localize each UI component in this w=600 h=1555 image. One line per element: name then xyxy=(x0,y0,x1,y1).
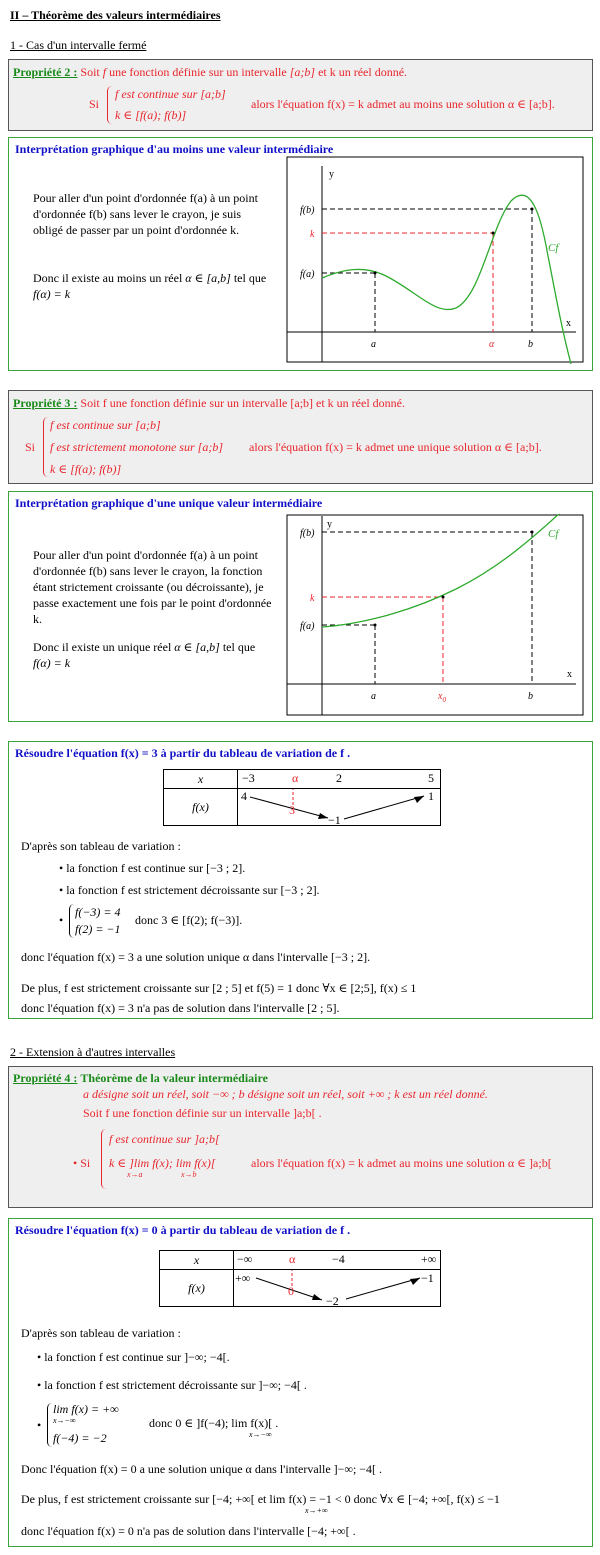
graph-2-cf-label: Cf xyxy=(548,528,559,540)
exercise-2-x-val-3: +∞ xyxy=(421,1252,437,1266)
graph-1-k-label: k xyxy=(310,229,315,240)
interpretation-2-p2: Donc il existe un unique réel α ∈ [a,b] tel que f(α) = k xyxy=(33,640,256,670)
exercise-1-brace xyxy=(69,904,74,938)
graph-1-point-a xyxy=(374,272,377,275)
exercise-1-f-val-3: 1 xyxy=(428,789,434,803)
exercise-1-box: Résoudre l'équation f(x) = 3 à partir du tableau de variation de f . x −3 α 2 5 f(x) 4 3 −1 1 D'après son tableau de variation : • la fonction f est continue sur [−3 ; 2]. • la fonction f est strictement décroissante sur [−3 ; 2]. • f(−3) = 4 f(2) = −1 donc 3 ∈ [f(2); f(−3)]. donc l'équation f(x) = 3 a une solution unique α dans l'intervalle [−3 ; 2]. De plus, f est strictement croissante sur [2 ; 5] et f(5) = 1 donc ∀x ∈ [2;5], f(x) ≤ 1 donc l'équation f(x) = 3 n'a pas de solution dans l'intervalle [2 ; 5]. xyxy=(8,741,593,1019)
property-2-text1: Soit xyxy=(80,65,100,79)
graph-1-y-label: y xyxy=(329,169,334,180)
graph-1-cf-label: Cf xyxy=(548,242,559,254)
property-2-cond2: k ∈ [f(a); f(b)] xyxy=(115,108,187,122)
exercise-2-bullet-3-line-1: lim f(x) = +∞ xyxy=(53,1402,119,1416)
interpretation-2-title: Interprétation graphique d'une unique valeur intermédiaire xyxy=(15,496,323,510)
graph-1-alpha-label: α xyxy=(489,339,495,350)
exercise-2-x-val-2: −4 xyxy=(332,1252,345,1266)
graph-1-x-label: x xyxy=(566,318,571,329)
exercise-2-conclusion-2: De plus, f est strictement croissante sur [−4; +∞[ et lim f(x) = −1 < 0 donc ∀x ∈ [−4; +∞[, f(x) ≤ −1 xyxy=(21,1492,500,1506)
graph-2-a-label: a xyxy=(371,691,376,702)
exercise-1-bullet-3-line-2: f(2) = −1 xyxy=(75,922,121,936)
property-3-label: Propriété 3 : xyxy=(13,396,78,410)
property-3-cond1: f est continue sur [a;b] xyxy=(50,418,161,432)
property-3-brace xyxy=(43,417,48,477)
graph-1-frame xyxy=(287,157,583,362)
graph-2-x-label: x xyxy=(567,669,572,680)
graph-1-a-label: a xyxy=(371,339,376,350)
exercise-1-x-val-1: α xyxy=(292,771,299,785)
exercise-2-arrow-up xyxy=(346,1278,420,1299)
exercise-2-conclusion-3: donc l'équation f(x) = 0 n'a pas de solution dans l'intervalle [−4; +∞[ . xyxy=(21,1524,356,1538)
interpretation-1-box xyxy=(8,137,593,371)
exercise-2-x-val-0: −∞ xyxy=(237,1252,253,1266)
property-2-conclusion: alors l'équation f(x) = k admet au moins une solution α ∈ [a;b]. xyxy=(251,97,555,111)
property-3-text1: Soit f une fonction définie sur un intervalle [a;b] et k un réel donné. xyxy=(80,396,405,410)
graph-1 xyxy=(286,156,586,366)
exercise-2-bullet-1: • la fonction f est continue sur ]−∞; −4[. xyxy=(37,1350,230,1364)
property-4-brace xyxy=(101,1129,106,1189)
exercise-2-bullet-2: • la fonction f est strictement décroissante sur ]−∞; −4[ . xyxy=(37,1378,307,1392)
property-4-si: • Si xyxy=(73,1156,91,1170)
property-4-sub-a: x→a xyxy=(127,1170,143,1179)
graph-2-point-b xyxy=(531,531,534,534)
graph-2-y-label: y xyxy=(327,519,332,530)
exercise-2-f-val-3: −1 xyxy=(421,1271,434,1285)
exercise-2-title: Résoudre l'équation f(x) = 0 à partir du tableau de variation de f . xyxy=(15,1223,351,1237)
exercise-2-f-label: f(x) xyxy=(160,1270,234,1307)
exercise-1-x-val-3: 5 xyxy=(428,771,434,785)
exercise-1-f-val-1: 3 xyxy=(289,803,295,817)
property-2-si: Si xyxy=(89,97,100,111)
exercise-1-arrow-up xyxy=(344,796,424,819)
exercise-2-brace xyxy=(47,1403,52,1447)
property-4-sub-b: x→b xyxy=(181,1170,197,1179)
exercise-1-f-label: f(x) xyxy=(164,789,238,826)
interpretation-1-p1: Pour aller d'un point d'ordonnée f(a) à un point d'ordonnée f(b) sans lever le crayon, je suis obligé de passer par un point d'ordonnée k. xyxy=(33,191,258,237)
property-2-text3: et k un réel donné. xyxy=(318,65,408,79)
graph-2-b-label: b xyxy=(528,691,533,702)
exercise-1-bullet-1: • la fonction f est continue sur [−3 ; 2]. xyxy=(59,861,246,875)
exercise-1-conclusion-2: De plus, f est strictement croissante sur [2 ; 5] et f(5) = 1 donc ∀x ∈ [2;5], f(x) ≤ 1 xyxy=(21,981,417,995)
exercise-1-x-label: x xyxy=(164,770,238,789)
property-2-box xyxy=(8,59,593,131)
section-title: II – Théorème des valeurs intermédiaires xyxy=(10,8,221,22)
exercise-1-variation-table xyxy=(163,769,441,826)
property-4-label: Propriété 4 : xyxy=(13,1071,78,1085)
exercise-1-bullet-3-line-1: f(−3) = 4 xyxy=(75,905,121,919)
graph-1-point-alpha xyxy=(492,232,495,235)
exercise-1-bullet-3-tail: donc 3 ∈ [f(2); f(−3)]. xyxy=(135,913,243,927)
property-2-label: Propriété 2 : xyxy=(13,65,78,79)
subsection-2-title: 2 - Extension à d'autres intervalles xyxy=(10,1045,176,1059)
graph-1-fa-label: f(a) xyxy=(300,269,315,280)
property-4-conclusion: alors l'équation f(x) = k admet au moins une solution α ∈ ]a;b[ xyxy=(251,1156,552,1170)
exercise-1-f-val-2: −1 xyxy=(328,813,341,827)
graph-2-fb-label: f(b) xyxy=(300,528,315,539)
exercise-2-conclusion-2-sub: x→+∞ xyxy=(305,1506,328,1515)
exercise-2-bullet-3-line-1-sub: x→−∞ xyxy=(53,1416,76,1425)
property-2-brace xyxy=(107,86,112,124)
graph-2-point-x0 xyxy=(442,596,445,599)
property-4-cond1: f est continue sur ]a;b[ xyxy=(109,1132,220,1146)
exercise-1-bullet-2: • la fonction f est strictement décroissante sur [−3 ; 2]. xyxy=(59,883,320,897)
exercise-2-f-val-2: −2 xyxy=(326,1294,339,1308)
graph-1-fb-label: f(b) xyxy=(300,205,315,216)
exercise-2-bullet-3-line-2: f(−4) = −2 xyxy=(53,1431,107,1445)
property-4-line-2: Soit f une fonction définie sur un intervalle ]a;b[ . xyxy=(83,1106,322,1120)
property-2-text2: une fonction définie sur un intervalle xyxy=(109,65,287,79)
exercise-2-f-val-1: 0 xyxy=(288,1284,294,1298)
exercise-2-bullet-3-tail-sub: x→−∞ xyxy=(249,1430,272,1439)
property-4-line-1: a désigne soit un réel, soit −∞ ; b désigne soit un réel, soit +∞ ; k est un réel donné. xyxy=(83,1087,488,1101)
exercise-1-title: Résoudre l'équation f(x) = 3 à partir du tableau de variation de f . xyxy=(15,746,351,760)
graph-2-k-label: k xyxy=(310,593,315,604)
exercise-1-x-val-2: 2 xyxy=(336,771,342,785)
exercise-1-conclusion-1: donc l'équation f(x) = 3 a une solution unique α dans l'intervalle [−3 ; 2]. xyxy=(21,950,371,964)
subsection-1-title: 1 - Cas d'un intervalle fermé xyxy=(10,38,147,52)
property-3-box xyxy=(8,390,593,484)
exercise-2-f-val-0: +∞ xyxy=(235,1271,251,1285)
property-2-interval: [a;b] xyxy=(289,65,316,79)
exercise-1-conclusion-3: donc l'équation f(x) = 3 n'a pas de solution dans l'intervalle [2 ; 5]. xyxy=(21,1001,340,1015)
exercise-1-x-val-0: −3 xyxy=(242,771,255,785)
exercise-2-variation-table xyxy=(159,1250,441,1307)
exercise-1-intro: D'après son tableau de variation : xyxy=(21,839,181,853)
exercise-2-intro: D'après son tableau de variation : xyxy=(21,1326,181,1340)
graph-1-point-b xyxy=(531,208,534,211)
graph-2-frame xyxy=(287,515,583,715)
interpretation-2-p1: Pour aller d'un point d'ordonnée f(a) à un point d'ordonnée f(b) sans lever le crayon, la fonction étant strictement croissante (ou décroissante), je passe exactement une fois par le point d'ordonnée k. xyxy=(33,548,272,626)
exercise-2-bullet-3-tail: donc 0 ∈ ]f(−4); lim f(x)[ . xyxy=(149,1416,279,1430)
property-4-cond2: k ∈ ]lim f(x); lim f(x)[ xyxy=(109,1156,216,1170)
property-3-conclusion: alors l'équation f(x) = k admet une unique solution α ∈ [a;b]. xyxy=(249,440,542,454)
interpretation-1-title: Interprétation graphique d'au moins une valeur intermédiaire xyxy=(15,142,334,156)
property-2-f: f xyxy=(102,65,107,79)
property-4-box xyxy=(8,1066,593,1208)
graph-2-x0-label: $x_0$ xyxy=(438,691,446,704)
interpretation-2-box xyxy=(8,491,593,722)
graph-2-fa-label: f(a) xyxy=(300,621,315,632)
graph-1-b-label: b xyxy=(528,339,533,350)
property-2-cond1: f est continue sur [a;b] xyxy=(115,87,226,101)
exercise-2-x-label: x xyxy=(160,1251,234,1270)
graph-2-point-a xyxy=(374,624,377,627)
interpretation-1-p2: Donc il existe au moins un réel α ∈ [a,b] tel que f(α) = k xyxy=(33,271,267,301)
property-4-name: Théorème de la valeur intermédiaire xyxy=(80,1071,268,1085)
exercise-2-box: Résoudre l'équation f(x) = 0 à partir du tableau de variation de f . x −∞ α −4 +∞ f(x) +∞ 0 −2 −1 D'après son tableau de variation : • la fonction f est continue sur ]−∞; −4[. • la fonction f est strictement décroissante sur ]−∞; −4[ . • lim f(x) = +∞ x→−∞ f(−4) = −2 donc 0 ∈ ]f(−4); lim f(x)[ . x→−∞ Donc l'équation f(x) = 0 a une solution unique α dans l'intervalle ]−∞; −4[ . De plus, f est strictement croissante sur [−4; +∞[ et lim f(x) = −1 < 0 donc ∀x ∈ [−4; +∞[, f(x) ≤ −1 x→+∞ donc l'équation f(x) = 0 n'a pas de solution dans l'intervalle [−4; +∞[ . xyxy=(8,1218,593,1547)
property-3-cond3: k ∈ [f(a); f(b)] xyxy=(50,462,122,476)
exercise-1-f-val-0: 4 xyxy=(241,789,247,803)
property-3-si: Si xyxy=(25,440,36,454)
property-3-cond2: f est strictement monotone sur [a;b] xyxy=(50,440,223,454)
graph-2 xyxy=(286,514,586,718)
exercise-2-x-val-1: α xyxy=(289,1252,296,1266)
exercise-2-conclusion-1: Donc l'équation f(x) = 0 a une solution unique α dans l'intervalle ]−∞; −4[ . xyxy=(21,1462,383,1476)
